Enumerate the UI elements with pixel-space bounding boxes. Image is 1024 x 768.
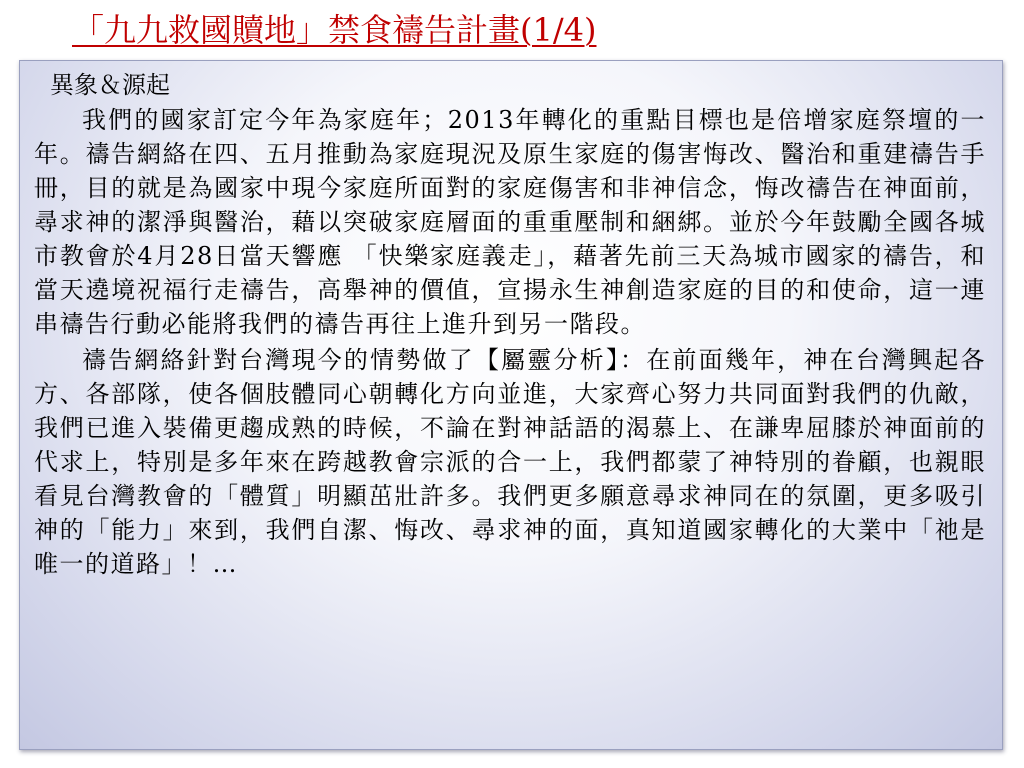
section-heading: 異象＆源起: [50, 71, 170, 99]
paragraph-2: 禱告網絡針對台灣現今的情勢做了【屬靈分析】：在前面幾年，神在台灣興起各方、各部隊，使各個肢體同心朝轉化方向並進，大家齊心努力共同面對我們的仇敵，我們已進入裝備更趨成熟的時候，不論在對神話語的渴慕上、在謙卑屈膝於神面前的代求上，特別是多年來在跨越教會宗派的合一上，我們都蒙了神特別的眷顧，也親眼看見台灣教會的「體質」明顯茁壯許多。我們更多願意尋求神同在的氛圍，更多吸引神的「能力」來到，我們自潔、悔改、尋求神的面，真知道國家轉化的大業中「祂是唯一的道路」！…: [34, 346, 986, 578]
content-box: [19, 60, 1003, 750]
slide-title: 「九九救國贖地」禁食禱告計畫(1/4): [72, 11, 597, 49]
paragraph-1: 我們的國家訂定今年為家庭年；2013年轉化的重點目標也是倍增家庭祭壇的一年。禱告網絡在四、五月推動為家庭現況及原生家庭的傷害悔改、醫治和重建禱告手冊，目的就是為國家中現今家庭所面對的家庭傷害和非神信念，悔改禱告在神面前，尋求神的潔淨與醫治，藉以突破家庭層面的重重壓制和綑綁。並於今年鼓勵全國各城市教會於4月28日當天響應 「快樂家庭義走」，藉著先前三天為城市國家的禱告，和當天遶境祝福行走禱告，高舉神的價值，宣揚永生神創造家庭的目的和使命，這一連串禱告行動必能將我們的禱告再往上進升到另一階段。: [34, 106, 986, 338]
